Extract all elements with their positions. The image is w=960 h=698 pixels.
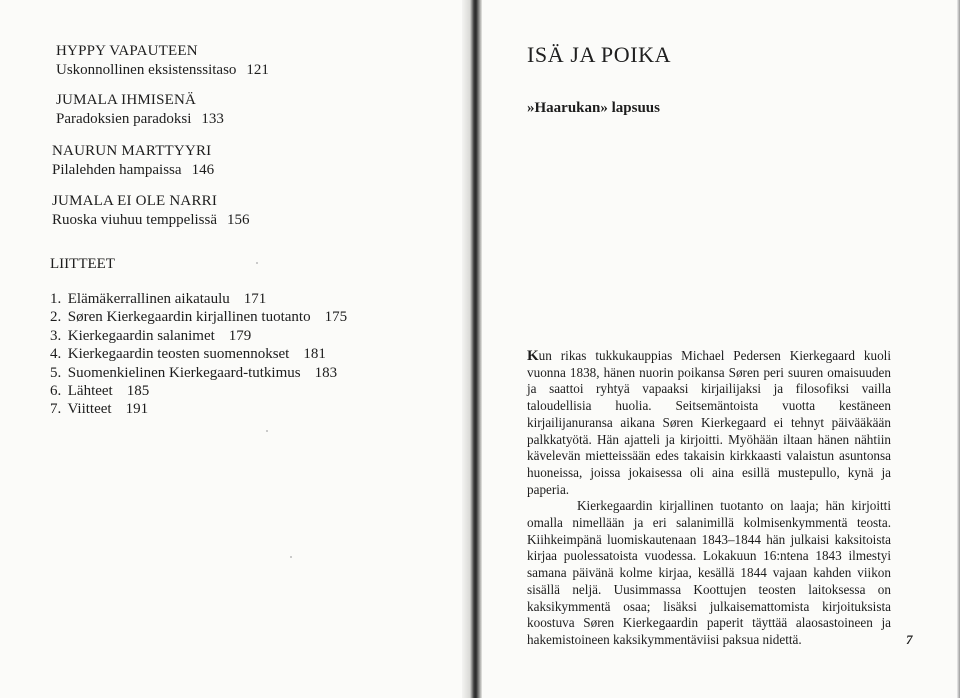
paper-speck <box>256 262 258 264</box>
appendix-item <box>50 382 347 400</box>
toc-subtitle-text: Pilalehden hampaissa <box>52 162 182 178</box>
appendix-title: Viitteet <box>67 401 112 418</box>
appendix-number: 5. <box>50 364 62 381</box>
chapter-body <box>527 348 891 649</box>
toc-subtitle-text: Ruoska viuhuu temppelissä <box>52 212 217 228</box>
appendix-number: 2. <box>50 309 62 326</box>
appendix-page-number: 183 <box>314 364 338 381</box>
appendix-page-number: 179 <box>228 327 252 344</box>
appendix-heading: LIITTEET <box>50 256 115 272</box>
toc-page-number: 133 <box>201 111 224 127</box>
appendix-number: 4. <box>50 346 62 363</box>
appendix-item <box>50 400 347 418</box>
toc-subtitle-text: Paradoksien paradoksi <box>56 111 192 127</box>
appendix-title: Søren Kierkegaardin kirjallinen tuotanto <box>67 309 311 326</box>
appendix-title: Kierkegaardin teosten suomennokset <box>67 346 290 363</box>
appendix-list <box>50 290 347 419</box>
chapter-title: ISÄ JA POIKA <box>527 42 672 67</box>
appendix-page-number: 185 <box>126 383 150 400</box>
toc-title: NAURUN MARTTYYRI <box>52 143 212 159</box>
paragraph <box>527 348 891 498</box>
appendix-item <box>50 308 347 326</box>
toc-title: HYPPY VAPAUTEEN <box>56 43 198 59</box>
toc-subtitle <box>52 211 250 230</box>
toc-subtitle-text: Uskonnollinen eksistenssitaso <box>56 62 237 78</box>
toc-subtitle <box>56 110 224 129</box>
toc-page-number: 121 <box>246 62 269 78</box>
toc-page-number: 146 <box>191 162 215 178</box>
toc-entry <box>56 42 269 80</box>
appendix-item <box>50 290 347 308</box>
section-title: »Haarukan» lapsuus <box>527 100 660 116</box>
appendix-item <box>50 345 347 363</box>
paper-speck <box>290 556 292 558</box>
appendix-number: 7. <box>50 401 62 418</box>
book-gutter <box>462 0 482 698</box>
appendix-number: 3. <box>50 327 62 344</box>
right-page-chapter <box>482 0 960 698</box>
appendix-item <box>50 364 347 382</box>
toc-subtitle <box>52 161 214 180</box>
appendix-item <box>50 327 347 345</box>
toc-title: JUMALA EI OLE NARRI <box>52 193 218 209</box>
left-page-toc <box>0 0 462 698</box>
toc-entry <box>56 91 224 129</box>
toc-page-number: 156 <box>227 212 250 228</box>
toc-subtitle <box>56 61 269 80</box>
appendix-title: Lähteet <box>67 383 113 400</box>
appendix-number: 1. <box>50 291 62 307</box>
appendix-page-number: 175 <box>324 309 348 326</box>
appendix-title: Suomenkielinen Kierkegaard-tutkimus <box>67 364 301 381</box>
appendix-title: Kierkegaardin salanimet <box>67 327 215 344</box>
paragraph: Kierkegaardin kirjallinen tuotanto on laaja; hän kirjoitti omalla nimellään ja eri salanimillä kolmisenkymmentä teosta. Kiihkeimpänä luomiskautenaan 1843–1844 hän julkaisi kaksitoista kirjaa puolessatoista vuodessa. Lokakuun 16:ntena 1843 ilmestyi samana päivänä kolme kirjaa, kesällä 1844 vajaan kahden viikon sisällä neljä. Uusimmassa Koottujen teosten laitoksessa on kaksikymmentä osaa; lisäksi julkaisemattomista kirjoituksista koostuva Søren Kierkegaardin paperit täyttää alaosastoineen ja hakemistoineen kaksikymmentäviisi paksua nidettä. <box>527 498 891 647</box>
toc-entry <box>52 192 250 230</box>
appendix-page-number: 181 <box>303 346 326 363</box>
paragraph-text: un rikas tukkukauppias Michael Pedersen Kierkegaard kuoli vuonna 1838, hänen nuorin poikansa Søren peri suuren omaisuuden ja saattoi ryhtyä vapaaksi kirjailijaksi ja filosofiksi vailla taloudellisia huolia. Seitsemäntoista vuotta kestäneen kirjailijanuransa aikana Søren Kierkegaard ei tehnyt päivääkään palkkatyötä. Hän ajatteli ja kirjoitti. Myöhään iltaan hänen nähtiin kävelevän mietteissään edes takaisin kirkkaasti valaistun asuntonsa huoneissa, joissa jokaisessa oli aina esillä mustepullo, kynä ja paperia. <box>527 348 891 497</box>
appendix-page-number: 171 <box>243 291 267 307</box>
drop-cap: K <box>527 348 539 364</box>
page-number: 7 <box>906 632 913 647</box>
appendix-title: Elämäkerrallinen aikataulu <box>67 291 230 307</box>
toc-title: JUMALA IHMISENÄ <box>56 92 197 108</box>
toc-entry <box>52 142 214 180</box>
paper-speck <box>266 430 268 432</box>
appendix-number: 6. <box>50 383 62 400</box>
appendix-page-number: 191 <box>125 401 149 418</box>
